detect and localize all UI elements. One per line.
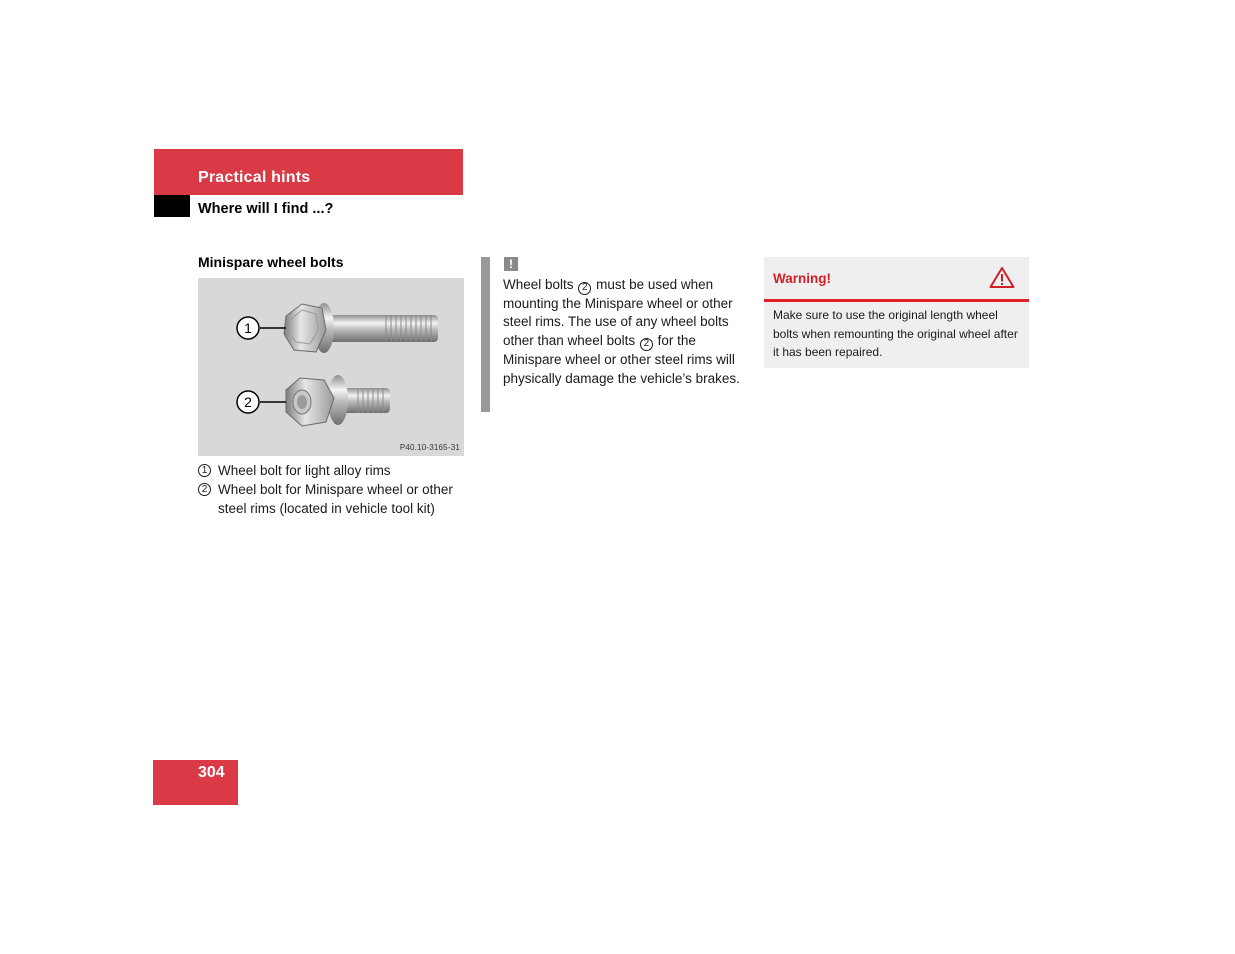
long-wheel-bolt [284, 303, 438, 353]
warning-text: Make sure to use the original length wheel bolts when remounting the original wheel after it has been repaired. [773, 308, 1018, 359]
exclamation-icon: ! [504, 257, 518, 271]
callout-1-label: 1 [244, 320, 252, 336]
content-title: Minispare wheel bolts [198, 254, 344, 270]
wheel-bolts-figure [198, 278, 464, 456]
wheel-bolts-illustration [198, 278, 464, 456]
chapter-title: Practical hints [198, 169, 311, 186]
callout-2-label: 2 [244, 394, 252, 410]
short-wheel-bolt [286, 375, 390, 426]
note-side-bar [481, 257, 490, 412]
warning-label: Warning! [773, 271, 831, 286]
warning-triangle-icon [989, 266, 1015, 289]
note-text: Wheel bolts 2 must be used when mounting the Minispare wheel or other steel rims. The use of any wheel bolts other than wheel bolts 2 for the Minispare wheel or other steel rims will physically damage the vehicle’s brakes. [503, 277, 740, 386]
inline-ref-number: 2 [578, 282, 591, 295]
figure-legend [198, 461, 468, 518]
warning-header [764, 257, 1029, 302]
legend-number: 1 [198, 464, 211, 477]
section-marker [154, 195, 190, 217]
legend-item [198, 480, 468, 518]
warning-box [764, 257, 1029, 368]
legend-text: Wheel bolt for light alloy rims [218, 463, 391, 478]
page-number: 304 [198, 764, 225, 781]
page-number-box [153, 760, 238, 805]
legend-text: Wheel bolt for Minispare wheel or other steel rims (located in vehicle tool kit) [218, 482, 453, 516]
legend-item [198, 461, 468, 480]
figure-code: P40.10-3165-31 [399, 443, 460, 452]
callout-1 [237, 317, 286, 339]
legend-number: 2 [198, 483, 211, 496]
callout-2 [237, 391, 286, 413]
section-title: Where will I find ...? [198, 201, 334, 217]
inline-ref-number: 2 [640, 338, 653, 351]
